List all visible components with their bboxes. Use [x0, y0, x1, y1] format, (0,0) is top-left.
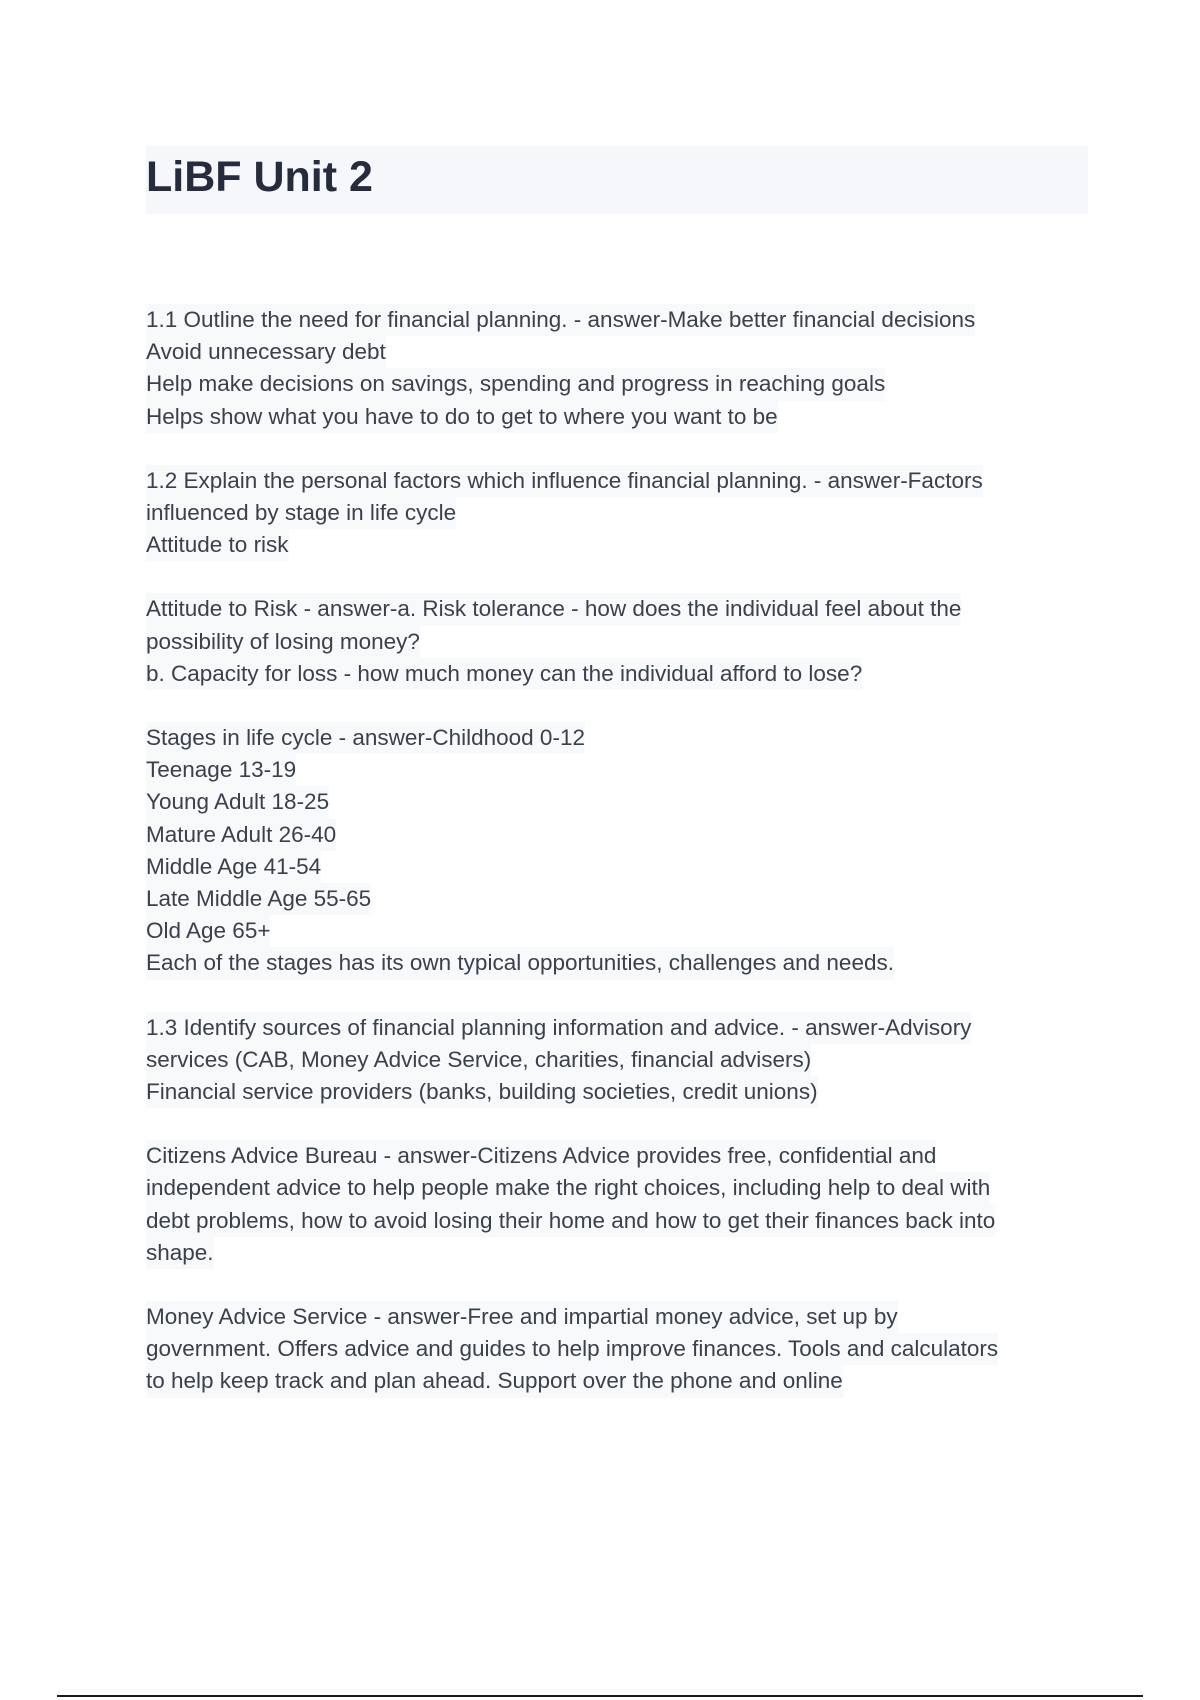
entry-line: to help keep track and plan ahead. Support over the phone and online — [146, 1365, 843, 1397]
entry-line: Avoid unnecessary debt — [146, 336, 386, 368]
title-band — [146, 146, 1088, 214]
entry-line: Each of the stages has its own typical opportunities, challenges and needs. — [146, 947, 894, 979]
entry-line: Attitude to risk — [146, 529, 289, 561]
entry-line: Young Adult 18-25 — [146, 786, 329, 818]
entry-line: Mature Adult 26-40 — [146, 819, 336, 851]
entry-line: shape. — [146, 1237, 214, 1269]
entry-line: 1.2 Explain the personal factors which influence financial planning. - answer-Factors — [146, 465, 983, 497]
entry-line: Citizens Advice Bureau - answer-Citizens Advice provides free, confidential and — [146, 1140, 936, 1172]
flashcard-entry — [146, 1012, 1088, 1109]
entry-line: b. Capacity for loss - how much money can the individual afford to lose? — [146, 658, 862, 690]
entry-line: Attitude to Risk - answer-a. Risk tolerance - how does the individual feel about the — [146, 593, 961, 625]
flashcard-entry — [146, 593, 1088, 690]
flashcard-entry — [146, 304, 1088, 433]
entry-line: 1.3 Identify sources of financial planning information and advice. - answer-Advisory — [146, 1012, 971, 1044]
entry-line: government. Offers advice and guides to help improve finances. Tools and calculators — [146, 1333, 998, 1365]
flashcard-entry — [146, 1301, 1088, 1398]
flashcard-entry — [146, 1140, 1088, 1269]
flashcard-entry — [146, 722, 1088, 980]
entry-line: Financial service providers (banks, building societies, credit unions) — [146, 1076, 818, 1108]
entry-line: Teenage 13-19 — [146, 754, 296, 786]
entry-line: Helps show what you have to do to get to where you want to be — [146, 401, 778, 433]
flashcard-list — [146, 304, 1088, 1430]
entry-line: independent advice to help people make the right choices, including help to deal with — [146, 1172, 990, 1204]
entry-line: Help make decisions on savings, spending and progress in reaching goals — [146, 368, 885, 400]
entry-line: services (CAB, Money Advice Service, charities, financial advisers) — [146, 1044, 811, 1076]
entry-line: 1.1 Outline the need for financial planning. - answer-Make better financial decisions — [146, 304, 975, 336]
entry-line: influenced by stage in life cycle — [146, 497, 456, 529]
page-bottom-rule — [57, 1695, 1143, 1697]
entry-line: Late Middle Age 55-65 — [146, 883, 371, 915]
entry-line: possibility of losing money? — [146, 626, 420, 658]
page-title: LiBF Unit 2 — [146, 153, 373, 201]
entry-line: Money Advice Service - answer-Free and impartial money advice, set up by — [146, 1301, 898, 1333]
entry-line: Old Age 65+ — [146, 915, 270, 947]
entry-line: Middle Age 41-54 — [146, 851, 321, 883]
entry-line: Stages in life cycle - answer-Childhood 0-12 — [146, 722, 585, 754]
flashcard-entry — [146, 465, 1088, 562]
entry-line: debt problems, how to avoid losing their home and how to get their finances back into — [146, 1205, 995, 1237]
